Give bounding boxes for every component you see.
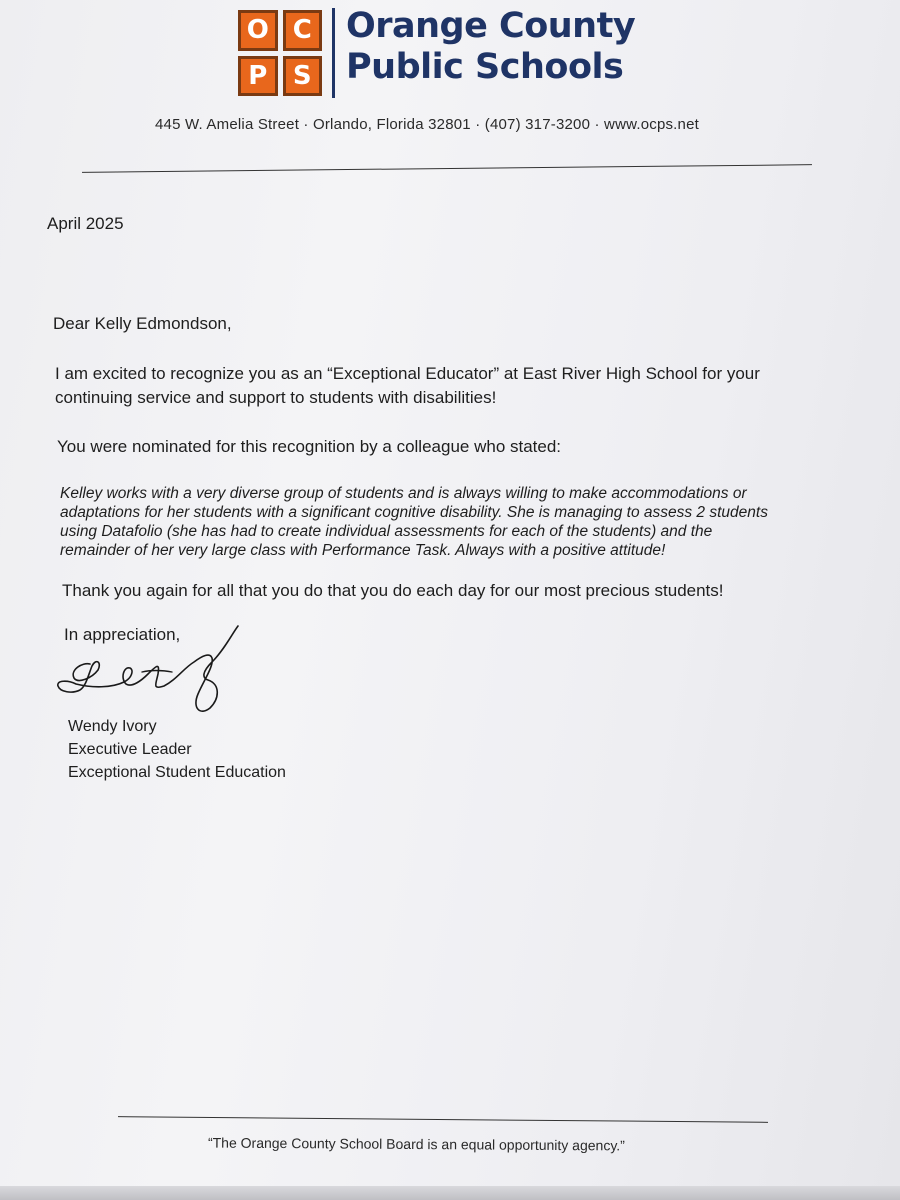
paragraph-line: I am excited to recognize you as an “Exceptional Educator” at East River High School for your (55, 364, 760, 383)
signer-title: Executive Leader (68, 741, 192, 758)
thank-you-paragraph: Thank you again for all that you do that you do each day for our most precious students! (62, 581, 724, 600)
closing: In appreciation, (64, 625, 181, 644)
quote-line: using Datafolio (she has had to create individual assessments for each of the students) and the (60, 523, 713, 540)
ocps-logo-mark (238, 10, 322, 96)
district-name-line2: Public Schools (346, 47, 624, 87)
handwritten-signature (52, 622, 252, 722)
header-divider (82, 164, 812, 173)
quote-line: adaptations for her students with a significant cognitive disability. She is managing to assess 2 students (60, 504, 768, 521)
district-name-line1: Orange County (346, 6, 636, 46)
letterhead-address: 445 W. Amelia Street · Orlando, Florida 32801 · (407) 317-3200 · www.ocps.net (155, 116, 700, 133)
letter-date: April 2025 (47, 214, 124, 233)
quote-line: remainder of her very large class with Performance Task. Always with a positive attitude! (60, 542, 666, 559)
recognition-paragraph (55, 362, 760, 410)
logo-divider (332, 8, 335, 98)
salutation: Dear Kelly Edmondson, (53, 314, 232, 333)
nomination-paragraph: You were nominated for this recognition by a colleague who stated: (57, 437, 562, 456)
footer-divider (118, 1116, 768, 1123)
quote-line: Kelley works with a very diverse group of students and is always willing to make accommodations or (60, 485, 747, 502)
logo-letter-o: O (238, 10, 278, 51)
district-name (346, 6, 635, 88)
paragraph-line: continuing service and support to students with disabilities! (55, 388, 497, 407)
logo-letter-c: C (283, 10, 323, 51)
logo-letter-p: P (238, 56, 278, 97)
signer-name: Wendy Ivory (68, 718, 157, 735)
table-surface (0, 1186, 900, 1200)
ocps-letterhead-logo (238, 8, 658, 98)
logo-letter-s: S (283, 56, 323, 97)
equal-opportunity-statement: “The Orange County School Board is an equal opportunity agency.” (207, 1134, 625, 1154)
signer-department: Exceptional Student Education (68, 764, 286, 781)
signature-block (68, 715, 286, 784)
colleague-quote (60, 484, 768, 560)
